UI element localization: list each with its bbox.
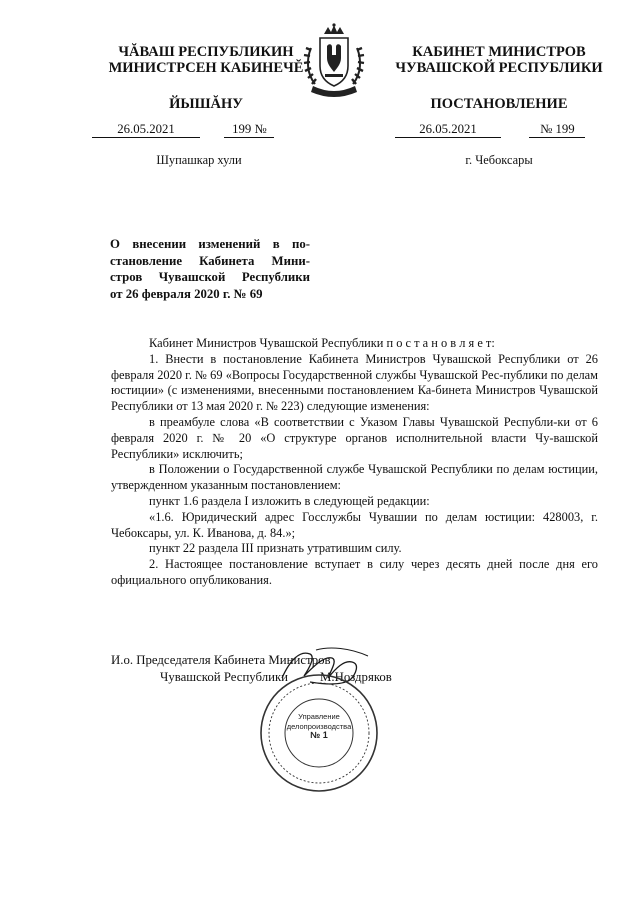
signature-title-line1: И.о. Председателя Кабинета Министров — [111, 653, 331, 667]
body-paragraph-4: пункт 1.6 раздела I изложить в следующей редакции: — [149, 493, 430, 508]
title-line: становление Кабинета Мини- — [110, 253, 310, 268]
header-left-line2: МИНИСТРСЕН КАБИНЕЧĔ — [108, 60, 304, 76]
header-right-line2: ЧУВАШСКОЙ РЕСПУБЛИКИ — [395, 60, 603, 76]
document-body — [111, 336, 598, 589]
body-paragraph-3: в Положении о Государственной службе Чувашской Республики по делам юстиции, утвержденном указанным постановлением: — [111, 462, 598, 493]
header-right-doc-type: ПОСТАНОВЛЕНИЕ — [430, 96, 568, 112]
body-paragraph-6: пункт 22 раздела III признать утратившим силу. — [149, 541, 402, 556]
stamp-line3: № 1 — [310, 730, 328, 740]
body-intro: Кабинет Министров Чувашской Республики п о с т а н о в л я е т: — [149, 336, 495, 350]
document-title — [110, 236, 310, 302]
body-paragraph-5: «1.6. Юридический адрес Госслужбы Чувашии по делам юстиции: 428003, г. Чебоксары, ул. К. Иванова, д. 84.»; — [111, 509, 598, 540]
header-left-line1: ЧĂВАШ РЕСПУБЛИКИН — [118, 44, 294, 60]
stamp-line2: делопроизводства — [286, 721, 352, 731]
right-number: № 199 — [529, 122, 585, 138]
stamp-text — [278, 712, 360, 741]
header-left-doc-type: ЙЫШĂНУ — [169, 96, 243, 112]
header-left — [96, 44, 316, 76]
official-stamp — [258, 672, 380, 794]
title-line: О внесении изменений в по- — [110, 237, 310, 251]
signature-title-line2: Чувашской Республики — [160, 670, 289, 684]
right-date-number — [395, 122, 585, 138]
body-paragraph-2: в преамбуле слова «В соответствии с Указом Главы Чувашской Республи-ки от 6 февраля 2020 г. № 20 «О структуре органов исполнительной власти Чу-вашской Республики» исключить; — [111, 414, 598, 461]
body-paragraph-1: 1. Внести в постановление Кабинета Министров Чувашской Республики от 26 февраля 2020 г. № 69 «Вопросы Государственной службы Чувашской Рес-публики по делам юстиции» (с изменениями, внесенными постановлением Ка-бинета Министров Чувашской Республики от 13 мая 2020 г. № 223) следующие изменения: — [111, 351, 598, 414]
body-paragraph-7: 2. Настоящее постановление вступает в силу через десять дней после дня его официального опубликования. — [111, 557, 598, 587]
right-place: г. Чебоксары — [465, 153, 533, 167]
coat-of-arms-icon — [301, 22, 367, 102]
right-date: 26.05.2021 — [395, 122, 501, 138]
left-date-number — [92, 122, 274, 138]
stamp-line1: Управление — [298, 712, 340, 721]
header-right-line1: КАБИНЕТ МИНИСТРОВ — [412, 44, 586, 60]
left-number: 199 № — [224, 122, 274, 138]
title-line: стров Чувашской Республики — [110, 270, 310, 284]
left-place: Шупашкар хули — [156, 153, 242, 167]
left-date: 26.05.2021 — [92, 122, 200, 138]
title-line: от 26 февраля 2020 г. № 69 — [110, 286, 263, 301]
header-right — [384, 44, 614, 76]
signatory-name: М.Ноздряков — [320, 670, 392, 684]
